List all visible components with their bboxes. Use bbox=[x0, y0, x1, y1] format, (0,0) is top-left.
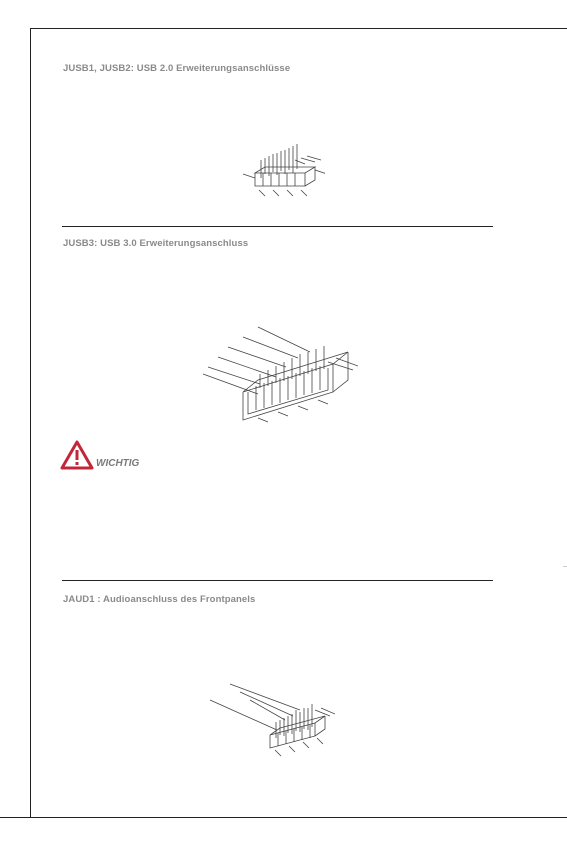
section-divider bbox=[62, 580, 493, 581]
usb2-header-diagram bbox=[235, 140, 325, 200]
section-title-usb2: JUSB1, JUSB2: USB 2.0 Erweiterungsanschlüsse bbox=[63, 63, 291, 74]
section-title-audio: JAUD1 : Audioanschluss des Frontpanels bbox=[63, 594, 256, 605]
warning-triangle-icon bbox=[60, 440, 94, 470]
edge-mark bbox=[563, 566, 567, 567]
audio-header-diagram bbox=[205, 680, 335, 760]
page-top-border bbox=[30, 28, 567, 29]
usb3-header-diagram bbox=[198, 322, 358, 424]
section-divider bbox=[62, 226, 493, 227]
important-label: WICHTIG bbox=[96, 458, 140, 469]
page-bottom-border bbox=[0, 817, 567, 818]
page-left-border bbox=[30, 28, 31, 818]
section-title-usb3: JUSB3: USB 3.0 Erweiterungsanschluss bbox=[63, 238, 249, 249]
